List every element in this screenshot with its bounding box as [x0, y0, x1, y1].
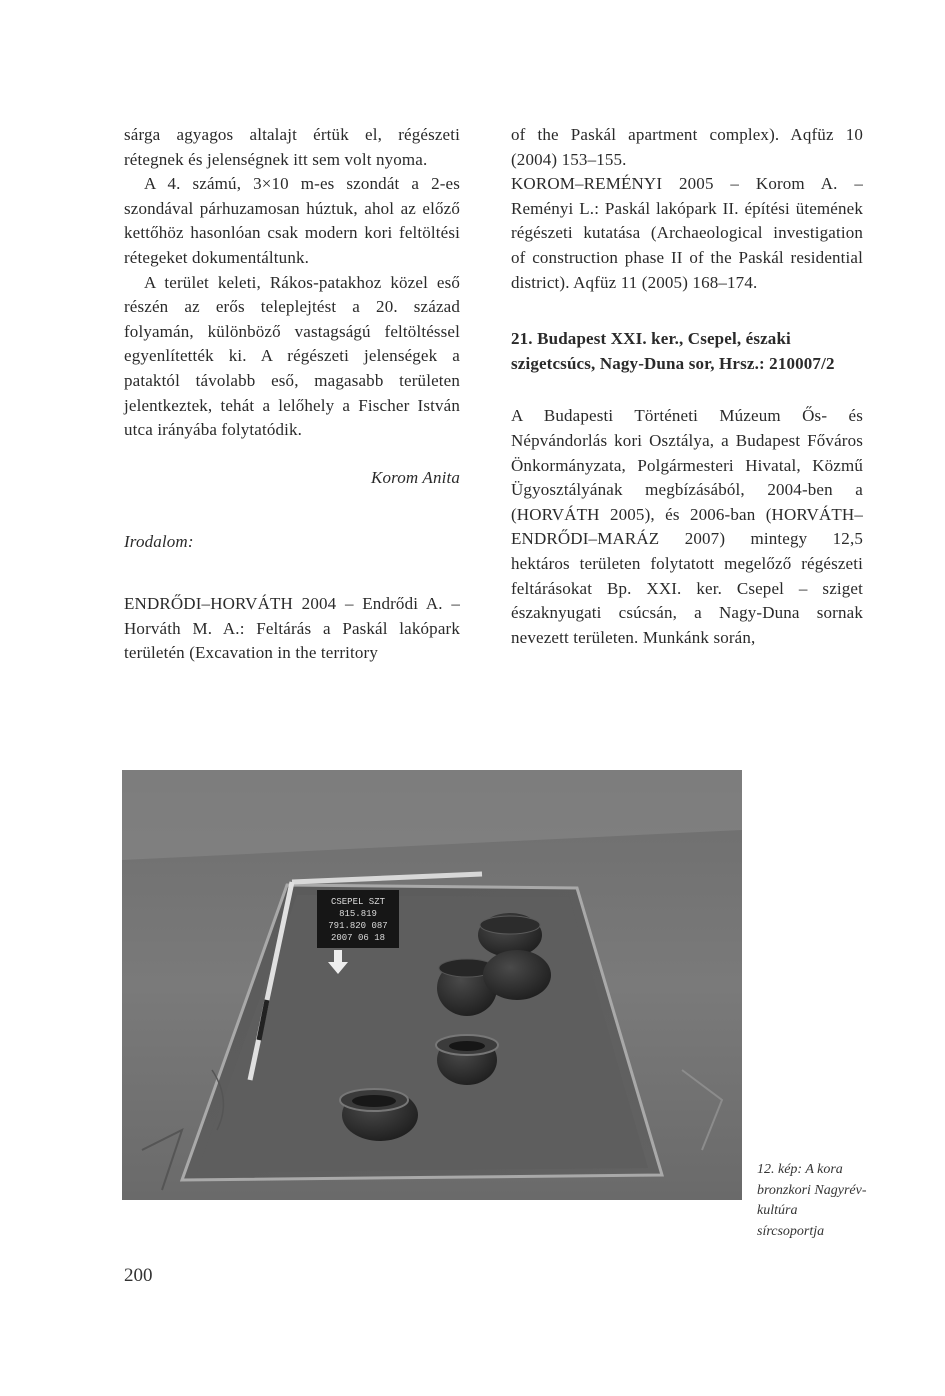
left-column [124, 123, 460, 666]
paragraph: A terület keleti, Rákos-patakhoz közel eső részén az erős teleplejtést a 20. század folyamán, különböző vastagságú feltöltéssel egyenlítették ki. A régészeti jelenségek a pataktól távolabb eső, magasabb területen jelentkeztek, tehát a lelőhely a Fischer István utca irányába folytatódik. [124, 272, 460, 440]
literature-heading: Irodalom: [124, 532, 194, 552]
label-line: 2007 06 18 [330, 933, 386, 943]
section-title: 21. Budapest XXI. ker., Csepel, északi szigetcsúcs, Nagy-Duna sor, Hrsz.: 210007/2 [511, 329, 835, 373]
paragraph: A 4. számú, 3×10 m-es szondát a 2-es szondával párhuzamosan húztuk, ahol az előző kettőhöz hasonlóan csak modern kori feltöltési rétegeket dokumentáltunk. [124, 174, 460, 267]
reference-continuation: of the Paskál apartment complex). Aqfüz 10 (2004) 153–155. [511, 125, 863, 169]
author-signature: Korom Anita [370, 467, 460, 487]
page-number: 200 [124, 1265, 153, 1286]
caption-number: 12. kép: [757, 1162, 803, 1177]
photo-caption [757, 1160, 867, 1242]
reference-entry: KOROM–REMÉNYI 2005 – Korom A. – Reményi L.: Paskál lakópark II. építési ütemének régészeti kutatása (Archaeological investigation of construction phase II of the Paskál residential district). Aqfüz 11 (2005) 168–174. [511, 174, 863, 292]
label-line: CSEPEL SZT [330, 897, 386, 907]
excavation-photo-drawing [122, 770, 742, 1200]
label-line: 791.820 087 [328, 921, 388, 931]
label-line: 815.819 [339, 909, 377, 919]
reference-entry: ENDRŐDI–HORVÁTH 2004 – Endrődi A. – Horváth M. A.: Feltárás a Paskál lakópark területén (Excavation in the territory [124, 593, 460, 663]
excavation-photo [122, 770, 742, 1200]
section-body: A Budapesti Történeti Múzeum Ős- és Népvándorlás kori Osztálya, a Budapest Főváros Önkormányzata, Polgármesteri Hivatal, Közmű Ügyosztályának megbízásából, 2004-ben a (HORVÁTH 2005), és 2006-ban (HORVÁTH–ENDRŐDI–MARÁZ 2007) mintegy 12,5 hektáros területen folytatott megelőző régészeti feltárásokat Bp. XXI. ker. Csepel – sziget északnyugati csúcsán, a Nagy-Duna sornak nevezett területen. Munkánk során, [511, 406, 863, 647]
paragraph: sárga agyagos altalajt értük el, régészeti rétegnek és jelenségnek itt sem volt nyoma. [124, 125, 460, 169]
right-column [511, 123, 863, 650]
caption-text: A kora bronzkori Nagyrév-kultúra sírcsoportja [757, 1162, 867, 1239]
